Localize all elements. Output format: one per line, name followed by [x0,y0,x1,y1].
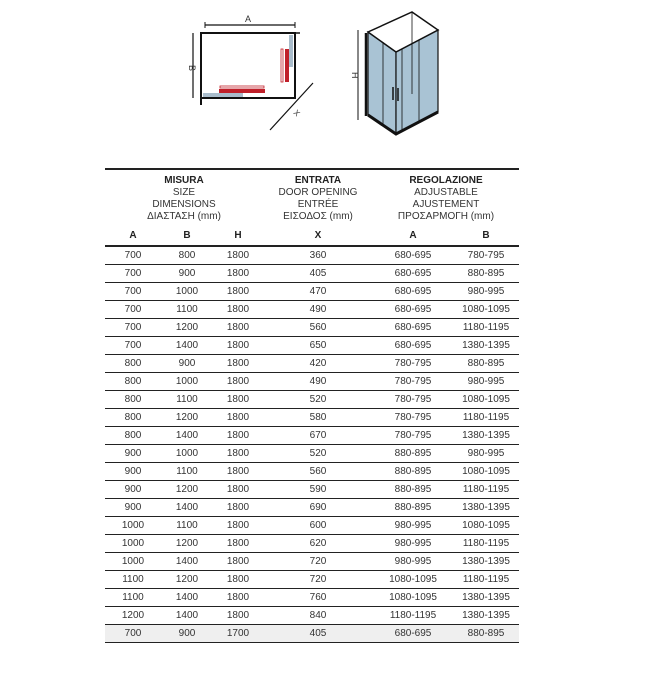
cell-a: 1100 [105,589,161,607]
cell-adjust-b: 1180-1195 [453,409,519,427]
group-header-size: MISURA SIZE DIMENSIONS ΔΙΑΣΤΑΣΗ (mm) [147,175,221,222]
cell-b: 1400 [161,337,213,355]
cell-adjust-a: 980-995 [373,553,453,571]
table-row [105,246,519,265]
col-header-a: A [105,226,161,246]
cell-adjust-b: 1080-1095 [453,391,519,409]
cell-a: 900 [105,481,161,499]
cell-x: 420 [263,355,373,373]
cell-adjust-b: 880-895 [453,355,519,373]
table-row [105,607,519,625]
cell-b: 900 [161,265,213,283]
cell-a: 800 [105,427,161,445]
table-row [105,517,519,535]
cell-b: 1200 [161,409,213,427]
cell-b: 1100 [161,301,213,319]
cell-adjust-b: 1080-1095 [453,463,519,481]
cell-adjust-a: 880-895 [373,499,453,517]
cell-adjust-b: 1080-1095 [453,301,519,319]
cell-a: 700 [105,319,161,337]
diagrams [0,0,671,150]
cell-h: 1800 [213,246,263,265]
cell-a: 800 [105,409,161,427]
cell-adjust-a: 680-695 [373,246,453,265]
cell-a: 1000 [105,535,161,553]
cell-adjust-a: 880-895 [373,463,453,481]
cell-b: 1400 [161,553,213,571]
cell-b: 1400 [161,607,213,625]
cell-adjust-b: 1380-1395 [453,589,519,607]
cell-x: 760 [263,589,373,607]
cell-x: 840 [263,607,373,625]
cell-x: 405 [263,625,373,643]
cell-b: 1000 [161,445,213,463]
cell-h: 1800 [213,589,263,607]
cell-x: 520 [263,445,373,463]
cell-adjust-a: 980-995 [373,535,453,553]
table-row [105,625,519,643]
table-row [105,535,519,553]
cell-b: 1100 [161,517,213,535]
cell-adjust-a: 680-695 [373,265,453,283]
col-header-b: B [161,226,213,246]
cell-adjust-b: 980-995 [453,283,519,301]
iso-view-diagram [340,2,440,137]
cell-b: 1100 [161,391,213,409]
col-header-adjust-a: A [373,226,453,246]
cell-a: 700 [105,301,161,319]
cell-h: 1800 [213,427,263,445]
cell-h: 1800 [213,373,263,391]
cell-adjust-a: 780-795 [373,373,453,391]
table-row [105,283,519,301]
cell-h: 1800 [213,571,263,589]
cell-h: 1800 [213,445,263,463]
cell-adjust-b: 980-995 [453,373,519,391]
cell-b: 1200 [161,481,213,499]
cell-x: 405 [263,265,373,283]
cell-adjust-b: 1180-1195 [453,571,519,589]
table-row [105,463,519,481]
cell-adjust-a: 780-795 [373,391,453,409]
cell-adjust-b: 880-895 [453,265,519,283]
col-header-h: H [213,226,263,246]
cell-h: 1800 [213,553,263,571]
table-body [105,246,519,643]
cell-h: 1800 [213,265,263,283]
table-row [105,409,519,427]
cell-a: 800 [105,373,161,391]
label-x: X [291,108,302,119]
cell-h: 1800 [213,319,263,337]
cell-adjust-a: 1080-1095 [373,589,453,607]
fixed-panel-side [289,35,293,67]
cell-a: 700 [105,246,161,265]
cell-adjust-a: 680-695 [373,301,453,319]
cell-a: 700 [105,337,161,355]
table-group-header-row [105,169,519,226]
cell-adjust-a: 680-695 [373,337,453,355]
cell-x: 600 [263,517,373,535]
fixed-panel-front [203,93,243,97]
cell-b: 1000 [161,283,213,301]
plan-view-diagram [185,5,320,135]
cell-b: 800 [161,246,213,265]
cell-a: 800 [105,355,161,373]
cell-a: 700 [105,265,161,283]
table-row [105,355,519,373]
table-row [105,319,519,337]
cell-x: 720 [263,553,373,571]
cell-h: 1800 [213,517,263,535]
group-header-adjustable: REGOLAZIONE ADJUSTABLE AJUSTEMENT ΠΡΟΣΑΡΜΟΓΗ (mm) [397,175,495,222]
label-h: H [350,72,360,79]
table-row [105,337,519,355]
sliding-door-front [219,89,265,93]
cell-b: 1200 [161,571,213,589]
sliding-door-side [285,49,289,82]
cell-b: 1000 [161,373,213,391]
cell-adjust-b: 1180-1195 [453,481,519,499]
cell-x: 590 [263,481,373,499]
cell-adjust-b: 880-895 [453,625,519,643]
cell-a: 1000 [105,553,161,571]
dimensions-table [105,168,519,643]
cell-adjust-b: 1380-1395 [453,499,519,517]
cell-adjust-b: 1380-1395 [453,427,519,445]
cell-a: 700 [105,283,161,301]
cell-x: 360 [263,246,373,265]
cell-h: 1800 [213,499,263,517]
table-row [105,589,519,607]
table-row [105,301,519,319]
cell-b: 1400 [161,589,213,607]
cell-x: 670 [263,427,373,445]
cell-adjust-b: 1380-1395 [453,337,519,355]
table-row [105,265,519,283]
cell-adjust-a: 780-795 [373,355,453,373]
cell-x: 560 [263,319,373,337]
cell-x: 520 [263,391,373,409]
cell-x: 580 [263,409,373,427]
cell-b: 900 [161,625,213,643]
cell-a: 900 [105,499,161,517]
cell-x: 650 [263,337,373,355]
label-b: B [187,65,197,72]
table-row [105,553,519,571]
cell-adjust-b: 980-995 [453,445,519,463]
cell-b: 1400 [161,427,213,445]
cell-h: 1800 [213,283,263,301]
table-column-header-row [105,226,519,246]
cell-adjust-b: 1180-1195 [453,535,519,553]
cell-adjust-a: 1080-1095 [373,571,453,589]
cell-h: 1800 [213,463,263,481]
cell-x: 490 [263,301,373,319]
cell-h: 1800 [213,301,263,319]
cell-b: 1100 [161,463,213,481]
label-a: A [245,14,252,24]
cell-x: 490 [263,373,373,391]
table-row [105,445,519,463]
cell-adjust-a: 780-795 [373,427,453,445]
table-row [105,373,519,391]
cell-a: 1100 [105,571,161,589]
cell-adjust-b: 780-795 [453,246,519,265]
cell-x: 470 [263,283,373,301]
cell-a: 1200 [105,607,161,625]
cell-x: 690 [263,499,373,517]
cell-a: 700 [105,625,161,643]
cell-h: 1800 [213,607,263,625]
cell-b: 1200 [161,319,213,337]
cell-adjust-a: 1180-1195 [373,607,453,625]
cell-b: 900 [161,355,213,373]
cell-a: 1000 [105,517,161,535]
cell-adjust-a: 780-795 [373,409,453,427]
cell-h: 1800 [213,355,263,373]
col-header-adjust-b: B [453,226,519,246]
cell-x: 720 [263,571,373,589]
cell-h: 1800 [213,391,263,409]
cell-a: 800 [105,391,161,409]
table-row [105,427,519,445]
cell-h: 1800 [213,337,263,355]
cell-adjust-a: 980-995 [373,517,453,535]
cell-a: 900 [105,463,161,481]
cell-adjust-a: 880-895 [373,481,453,499]
table-row [105,481,519,499]
cell-adjust-b: 1380-1395 [453,553,519,571]
group-header-door-opening: ENTRATA DOOR OPENING ENTRÉE ΕΙΣΟΔΟΣ (mm) [278,175,358,222]
cell-b: 1200 [161,535,213,553]
dimension-x-line [270,83,313,130]
cell-adjust-b: 1380-1395 [453,607,519,625]
cell-adjust-a: 880-895 [373,445,453,463]
table-row [105,571,519,589]
cell-h: 1800 [213,409,263,427]
col-header-x: X [263,226,373,246]
cell-adjust-b: 1080-1095 [453,517,519,535]
cell-h: 1800 [213,481,263,499]
cell-adjust-a: 680-695 [373,283,453,301]
cell-adjust-a: 680-695 [373,319,453,337]
cell-x: 620 [263,535,373,553]
cell-adjust-b: 1180-1195 [453,319,519,337]
cell-x: 560 [263,463,373,481]
table-row [105,499,519,517]
table-row [105,391,519,409]
cell-adjust-a: 680-695 [373,625,453,643]
cell-h: 1800 [213,535,263,553]
cell-b: 1400 [161,499,213,517]
cell-a: 900 [105,445,161,463]
cell-h: 1700 [213,625,263,643]
